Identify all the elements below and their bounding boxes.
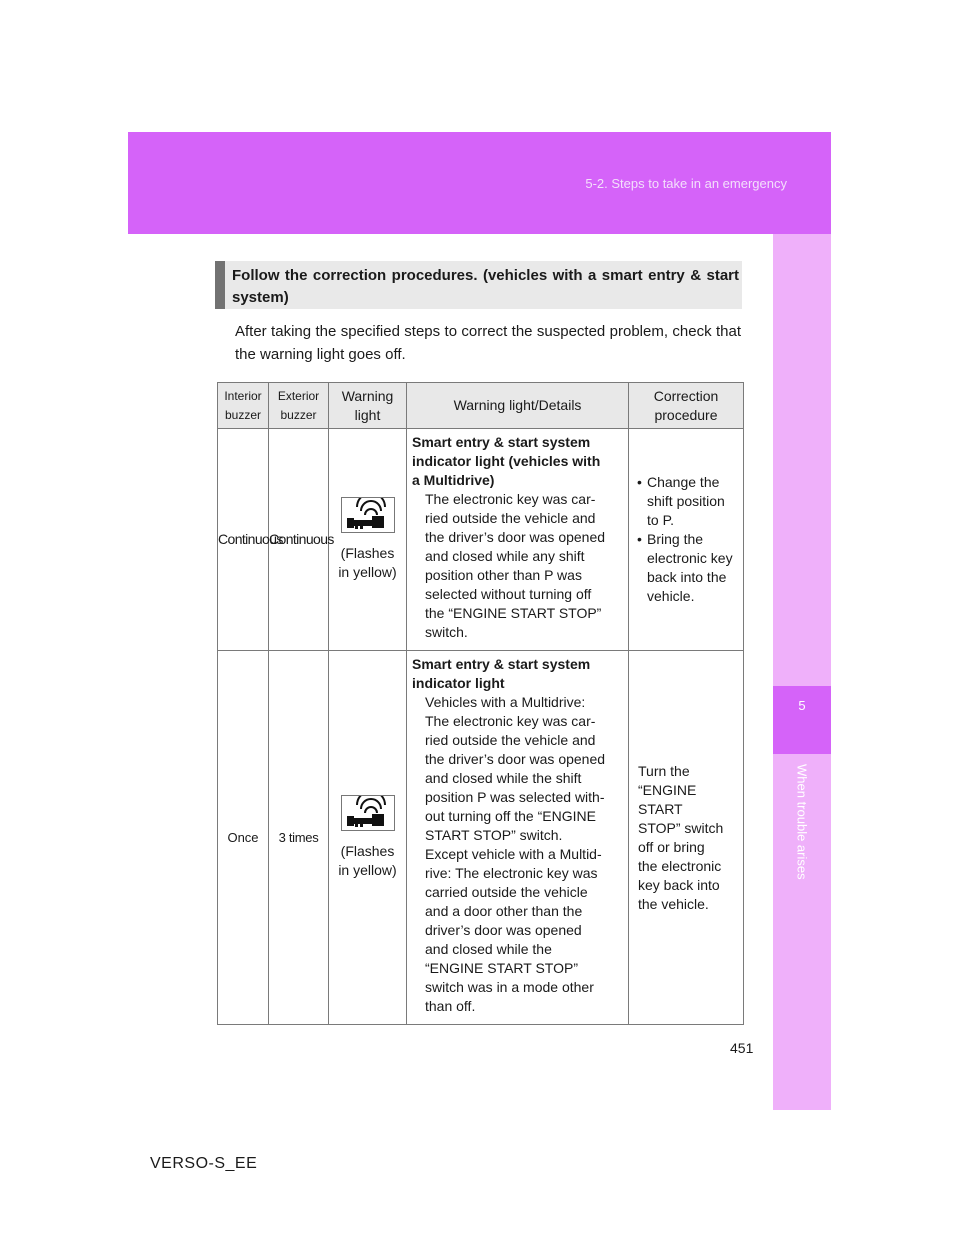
chapter-number: 5 xyxy=(798,698,806,713)
intro-paragraph: After taking the specified steps to correct the suspected problem, check that the warning light goes off. xyxy=(235,323,741,363)
section-title: 5-2. Steps to take in an emergency xyxy=(585,176,787,191)
warning-table xyxy=(217,382,744,1025)
details-cell xyxy=(407,429,629,651)
details-cell xyxy=(407,651,629,1025)
chapter-label: When trouble arises xyxy=(794,764,810,880)
header-exterior-buzzer: Exterior buzzer xyxy=(269,383,329,429)
smart-key-indicator-icon xyxy=(341,795,395,831)
correction-cell: Turn the “ENGINE START STOP” switch off or bring the electronic key back into the vehicle. xyxy=(629,651,744,1025)
header-correction: Correction procedure xyxy=(629,383,744,429)
warning-light-cell: (Flashes in yellow) xyxy=(329,429,407,651)
exterior-buzzer-cell: 3 times xyxy=(269,651,329,1025)
table-row xyxy=(218,651,744,1025)
procedure-heading xyxy=(215,261,742,309)
indicator-description: The electronic key was car- ried outside the vehicle and the driver’s door was opened and closed while any shift position other than P was selected without turning off the “ENGINE START STOP” switch. xyxy=(425,491,606,640)
header-band xyxy=(128,132,831,234)
table-header-row xyxy=(218,383,744,429)
header-details: Warning light/Details xyxy=(407,383,629,429)
correction-steps xyxy=(629,473,739,606)
list-item: • Change the shift position to P. xyxy=(637,474,725,528)
list-item: • Bring the electronic key back into the vehicle. xyxy=(637,531,733,604)
chapter-number-box xyxy=(773,686,831,754)
header-warning-light: Warning light xyxy=(329,383,407,429)
procedure-heading-text: Follow the correction procedures. (vehicles with a smart entry & start system) xyxy=(232,267,739,306)
indicator-title: Smart entry & start system indicator light (vehicles with a Multidrive) xyxy=(412,434,601,488)
table-row xyxy=(218,429,744,651)
correction-cell xyxy=(629,429,744,651)
interior-buzzer-cell: Continuous xyxy=(218,429,269,651)
warning-light-cell: (Flashes in yellow) xyxy=(329,651,407,1025)
indicator-description: Vehicles with a Multidrive: The electronic key was car- ried outside the vehicle and the driver’s door was opened and closed while the shift position P was selected with- out turning off the “ENGINE START STOP” switch. Except vehicle with a Multid- rive: The electronic key was carried outside the vehicle and a door other than the driver’s door was opened and closed while the “ENGINE START STOP” switch was in a mode other than off. xyxy=(425,694,606,1014)
smart-key-indicator-icon xyxy=(341,497,395,533)
header-interior-buzzer: Interior buzzer xyxy=(218,383,269,429)
page-number: 451 xyxy=(730,1040,754,1056)
exterior-buzzer-cell: Continuous xyxy=(269,429,329,651)
indicator-title: Smart entry & start system indicator light xyxy=(412,656,591,691)
chapter-side-tab xyxy=(773,234,831,1110)
interior-buzzer-cell: Once xyxy=(218,651,269,1025)
document-code: VERSO-S_EE xyxy=(150,1155,258,1172)
